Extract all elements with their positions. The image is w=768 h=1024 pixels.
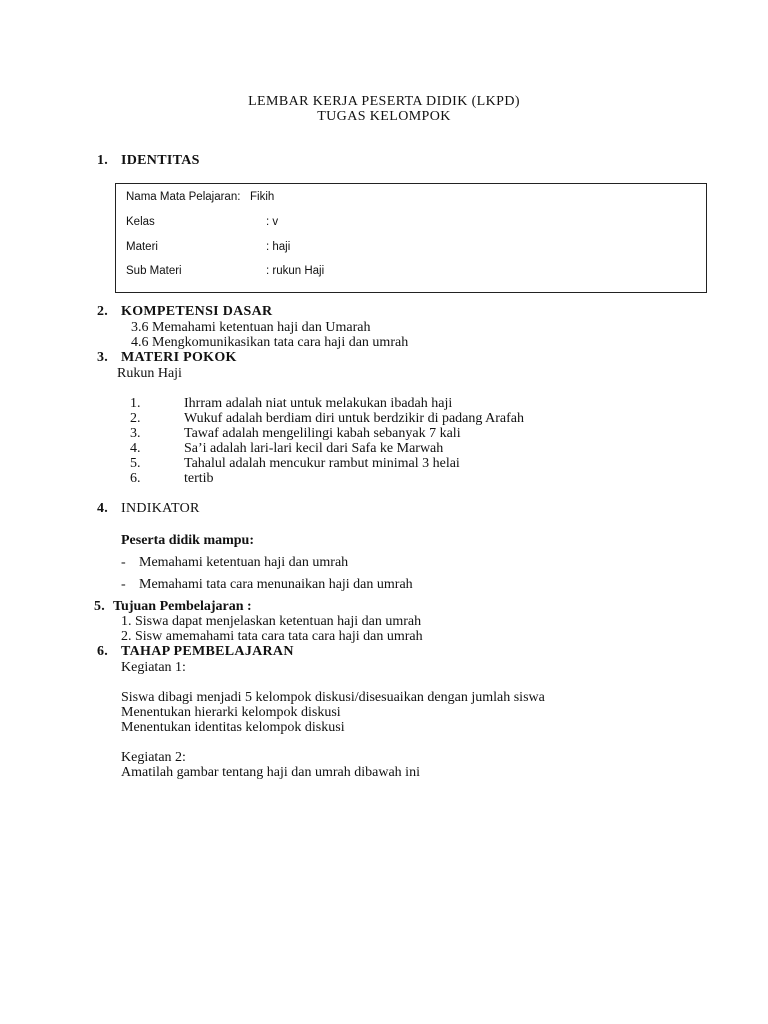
section-heading-tahap: TAHAP PEMBELAJARAN bbox=[121, 644, 294, 659]
kegiatan-1-line: Siswa dibagi menjadi 5 kelompok diskusi/disesuaikan dengan jumlah siswa bbox=[121, 690, 545, 705]
section-number-materi: 3. bbox=[97, 350, 109, 365]
kegiatan-2-line: Amatilah gambar tentang haji dan umrah dibawah ini bbox=[121, 765, 420, 780]
section-number-tujuan: 5. bbox=[94, 599, 106, 614]
indikator-item: Memahami tata cara menunaikan haji dan umrah bbox=[139, 577, 413, 592]
kompetensi-item-2: 4.6 Mengkomunikasikan tata cara haji dan umrah bbox=[131, 335, 409, 350]
section-heading-identitas: IDENTITAS bbox=[121, 153, 200, 168]
kegiatan-1-line: Menentukan hierarki kelompok diskusi bbox=[121, 705, 341, 720]
materi-item-number: 2. bbox=[130, 411, 141, 426]
materi-item-text: Tawaf adalah mengelilingi kabah sebanyak 7 kali bbox=[184, 426, 461, 441]
identity-label-class: Kelas bbox=[126, 216, 155, 228]
materi-item-text: Wukuf adalah berdiam diri untuk berdzikir di padang Arafah bbox=[184, 411, 524, 426]
materi-item-text: tertib bbox=[184, 471, 214, 486]
materi-item-text: Sa’i adalah lari-lari kecil dari Safa ke Marwah bbox=[184, 441, 444, 456]
section-number-indikator: 4. bbox=[97, 501, 109, 516]
identity-label-material: Materi bbox=[126, 241, 158, 253]
materi-item-number: 4. bbox=[130, 441, 141, 456]
kompetensi-item-1: 3.6 Memahami ketentuan haji dan Umarah bbox=[131, 320, 371, 335]
identity-value-class: : v bbox=[266, 216, 279, 228]
indikator-bullet: - bbox=[121, 555, 126, 570]
materi-item-number: 6. bbox=[130, 471, 141, 486]
section-number-identitas: 1. bbox=[97, 153, 109, 168]
materi-subheading: Rukun Haji bbox=[117, 366, 182, 381]
materi-item-text: Ihrram adalah niat untuk melakukan ibadah haji bbox=[184, 396, 453, 411]
identity-label-submaterial: Sub Materi bbox=[126, 265, 182, 277]
tujuan-item-2: 2. Sisw amemahami tata cara tata cara haji dan umrah bbox=[121, 629, 423, 644]
kegiatan-2-label: Kegiatan 2: bbox=[121, 750, 186, 765]
document-subtitle: TUGAS KELOMPOK bbox=[317, 109, 451, 124]
document-title: LEMBAR KERJA PESERTA DIDIK (LKPD) bbox=[248, 94, 520, 109]
tujuan-item-1: 1. Siswa dapat menjelaskan ketentuan haji dan umrah bbox=[121, 614, 422, 629]
kegiatan-1-line: Menentukan identitas kelompok diskusi bbox=[121, 720, 345, 735]
identity-value-subject: Fikih bbox=[250, 191, 275, 203]
section-number-tahap: 6. bbox=[97, 644, 109, 659]
indikator-lead: Peserta didik mampu: bbox=[121, 533, 254, 548]
materi-item-text: Tahalul adalah mencukur rambut minimal 3 helai bbox=[184, 456, 460, 471]
section-number-kompetensi: 2. bbox=[97, 304, 109, 319]
identity-value-material: : haji bbox=[266, 241, 291, 253]
identity-value-submaterial: : rukun Haji bbox=[266, 265, 325, 277]
materi-item-number: 3. bbox=[130, 426, 141, 441]
section-heading-indikator: INDIKATOR bbox=[121, 501, 200, 516]
materi-item-number: 5. bbox=[130, 456, 141, 471]
kegiatan-1-label: Kegiatan 1: bbox=[121, 660, 186, 675]
section-heading-kompetensi: KOMPETENSI DASAR bbox=[121, 304, 273, 319]
indikator-item: Memahami ketentuan haji dan umrah bbox=[139, 555, 349, 570]
section-heading-materi: MATERI POKOK bbox=[121, 350, 237, 365]
identity-box bbox=[115, 183, 707, 293]
section-heading-tujuan: Tujuan Pembelajaran : bbox=[113, 599, 252, 614]
materi-item-number: 1. bbox=[130, 396, 141, 411]
indikator-bullet: - bbox=[121, 577, 126, 592]
identity-label-subject: Nama Mata Pelajaran: bbox=[126, 191, 241, 203]
